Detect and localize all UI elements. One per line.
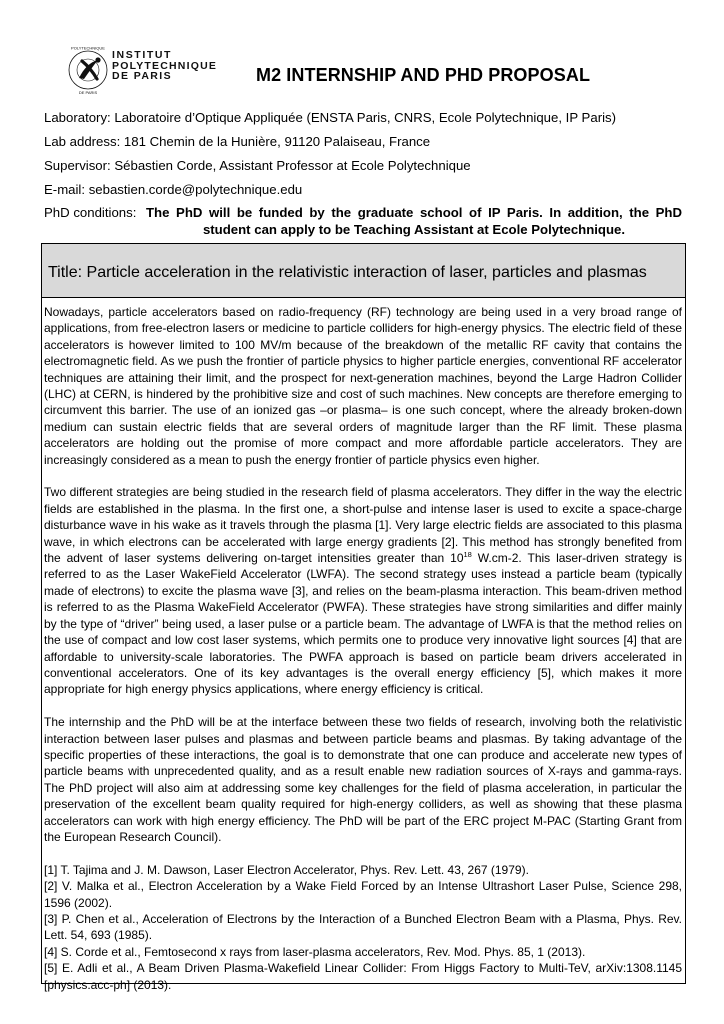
institute-line-1: INSTITUT (112, 49, 173, 61)
proposal-title-bar (42, 244, 685, 298)
reference-item: [1] T. Tajima and J. M. Dawson, Laser Electron Accelerator, Phys. Rev. Lett. 43, 267 (1979). (44, 862, 529, 877)
reference-item: [2] V. Malka et al., Electron Acceleration by a Wake Field Forced by an Intense Ultrashort Laser Pulse, Science 298, 1596 (2002). (44, 879, 682, 910)
header (62, 44, 682, 104)
institut-polytechnique-logo (62, 44, 114, 96)
institute-line-2: POLYTECHNIQUE (112, 59, 218, 72)
paragraph-2-exponent: 18 (463, 550, 472, 560)
proposal-title-label: Title: (48, 264, 83, 281)
references-list (44, 862, 682, 993)
paragraph-1: Nowadays, particle accelerators based on radio-frequency (RF) technology are being used in a very broad range of applications, from free-electron lasers or medicine to particle colliders for high-energy physics. The electric field of these accelerators is however limited to 100 MV/m because of the breakdown of the metallic RF cavity that contains the electromagnetic field. As we push the frontier of particle physics to higher particle energies, conventional RF accelerator techniques are attaining their limit, and the prospect for next-generation machines, beyond the Large Hadron Collider (LHC) at CERN, is hindered by the prohibitive size and cost of such machines. New concepts are therefore emerging to circumvent this barrier. The use of an ionized gas –or plasma– is one such concept, where the already broken-down medium can sustain electric fields that are several orders of magnitude larger than the RF limit. These plasma accelerators are holding out the promise of more compact and more affordable particle accelerators. They are increasingly considered as a mean to push the energy frontier of particle physics even higher. (44, 305, 682, 467)
svg-text:POLYTECHNIQUE: POLYTECHNIQUE (71, 45, 105, 51)
proposal-title-text: Particle acceleration in the relativistic interaction of laser, particles and plasmas (86, 264, 647, 281)
proposal-box (41, 243, 686, 992)
reference-item: [4] S. Corde et al., Femtosecond x rays from laser-plasma accelerators, Rev. Mod. Phys. 85, 1 (2013). (44, 944, 586, 959)
paragraph-2 (44, 484, 682, 697)
proposal-body (44, 304, 682, 993)
supervisor-line: Supervisor: Sébastien Corde, Assistant Professor at Ecole Polytechnique (44, 158, 471, 173)
svg-text:DE PARIS: DE PARIS (78, 90, 98, 95)
address-line: Lab address: 181 Chemin de la Hunière, 91120 Palaiseau, France (44, 134, 431, 149)
institute-line-3: DE PARIS (112, 70, 173, 82)
proposal-title (48, 264, 647, 282)
reference-item: [3] P. Chen et al., Acceleration of Electrons by the Interaction of a Bunched Electron Beam with a Plasma, Phys. Rev. Lett. 54, 693 (1985). (44, 911, 682, 943)
phd-conditions-value: The PhD will be funded by the graduate school of IP Paris. In addition, the PhD student can apply to be Teaching Assistant at Ecole Polytechnique. (146, 205, 682, 237)
laboratory-line: Laboratory: Laboratoire d’Optique Appliquée (ENSTA Paris, CNRS, Ecole Polytechnique, IP Paris) (44, 110, 616, 125)
email-line (44, 182, 684, 198)
paragraph-2-part-b: W.cm-2. This laser-driven strategy is referred to as the Laser WakeField Accelerator (LWFA). The second strategy uses instead a particle beam (typically made of electrons) to excite the plasma wave [3], and relies on the beam-plasma interaction. This beam-driven method is referred to as the Plasma WakeField Accelerator (PWFA). These strategies have strong similarities and differ mainly by the type of “driver” being used, a laser pulse or a particle beam. The advantage of LWFA is that the method relies on the use of compact and low cost laser systems, which permits one to produce very innovative light sources [4] that are affordable to university-scale laboratories. The PWFA approach is based on particle beam drivers accelerated in conventional accelerators. One of its key advantages is the overall energy efficiency [5], which makes it more appropriate for high energy physics applications, where energy efficiency is critical. (44, 551, 682, 697)
document-title: M2 INTERNSHIP AND PHD PROPOSAL (256, 65, 591, 85)
paragraph-2-part-a: Two different strategies are being studied in the research field of plasma accelerators. They differ in the way the electric fields are established in the plasma. In the first one, a short-pulse and intense laser is used to excite a space-charge disturbance wave in his wake as it travels through the plasma [1]. Very large electric fields are associated to this plasma wave, in which electrons can be accelerated with large energy gradients [2]. This method has strongly benefited from the advent of laser systems delivering on-target intensities greater than 10 (44, 485, 682, 566)
phd-conditions-label: PhD conditions: (44, 205, 137, 220)
paragraph-3: The internship and the PhD will be at the interface between these two fields of research, involving both the relativistic interaction between laser pulses and plasmas and between particle beams and plasmas. By taking advantage of the specific properties of these interactions, the goal is to demonstrate that one can produce and accelerate new types of particle beams with unprecedented quality, and as a result enable new radiation sources of X-rays and gamma-rays. The PhD project will also aim at addressing some key challenges for the field of plasma acceleration, in particular the preservation of the excellent beam quality required for high-energy colliders, as well as showing that these plasma accelerators can work with high energy efficiency. The PhD will be part of the ERC project M-PAC (Starting Grant from the European Research Council). (44, 715, 682, 844)
email-text: E-mail: sebastien.corde@polytechnique.edu (44, 182, 303, 197)
institute-wordmark (112, 50, 217, 82)
reference-item: [5] E. Adli et al., A Beam Driven Plasma-Wakefield Linear Collider: From Higgs Factory to Multi-TeV, arXiv:1308.1145 [physics.acc-ph] (2013). (44, 961, 682, 992)
